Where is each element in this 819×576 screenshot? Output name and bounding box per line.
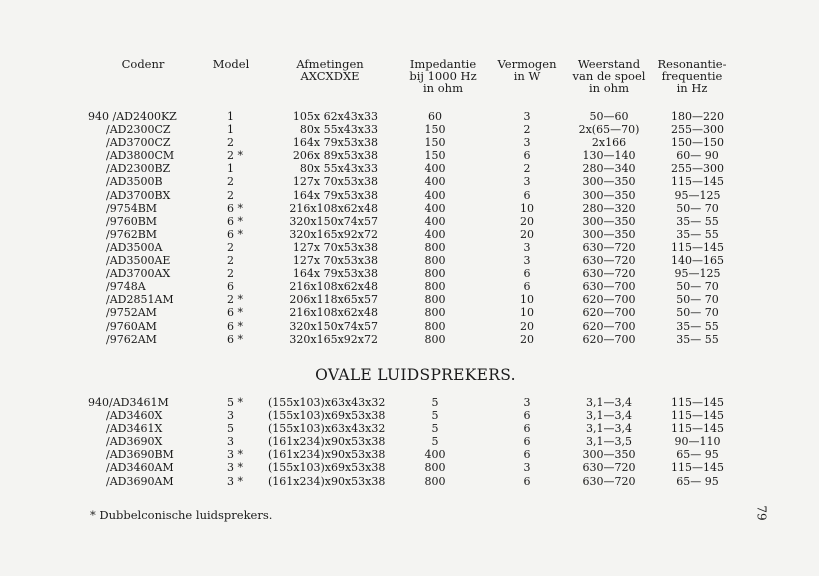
- frequency-cell: 50— 70: [676, 293, 719, 307]
- frequency-cell: 115—145: [671, 240, 724, 254]
- code-cell: /9752AM: [106, 306, 157, 320]
- code-cell: /AD3700AX: [106, 267, 171, 281]
- resistance-cell: 630—720: [582, 240, 636, 254]
- code-cell: /AD3690AM: [106, 474, 174, 488]
- code-cell: 940/AD3461M: [88, 396, 169, 409]
- frequency-cell: 115—145: [671, 409, 724, 423]
- impedance-cell: 800: [424, 267, 446, 281]
- header-impedance: [400, 58, 486, 94]
- dimensions-cell: 206x118x65x57: [289, 293, 378, 307]
- frequency-cell: 50— 70: [676, 201, 719, 215]
- speaker-table-oval: [0, 396, 819, 488]
- resistance-cell: 630—720: [582, 254, 636, 268]
- frequency-cell: 255—300: [671, 123, 724, 137]
- dimensions-cell: 216x108x62x48: [289, 201, 378, 215]
- header-line: Impedantie: [409, 57, 477, 71]
- power-cell: 10: [520, 201, 534, 215]
- power-cell: 6: [523, 435, 531, 449]
- resistance-cell: 620—700: [582, 332, 636, 346]
- model-cell: 6 *: [227, 214, 243, 228]
- power-cell: 6: [523, 280, 531, 294]
- dimensions-cell: 127x 70x53x38: [292, 254, 378, 268]
- model-cell: 2: [227, 267, 234, 281]
- frequency-cell: 35— 55: [676, 319, 719, 333]
- table-row: [0, 409, 819, 422]
- frequency-cell: 95—125: [674, 267, 721, 281]
- model-cell: 6: [227, 280, 234, 294]
- table-row: [0, 267, 819, 280]
- dimensions-cell: 206x 89x53x38: [292, 149, 378, 163]
- table-row: [0, 215, 819, 228]
- model-cell: 5: [227, 422, 234, 436]
- impedance-cell: 150: [424, 149, 446, 163]
- power-cell: 2: [523, 123, 531, 137]
- model-cell: 2: [227, 175, 234, 189]
- resistance-cell: 300—350: [582, 175, 636, 189]
- frequency-cell: 180—220: [671, 110, 724, 123]
- dimensions-cell: 216x108x62x48: [289, 280, 378, 294]
- code-cell: /AD2851AM: [106, 293, 174, 307]
- resistance-cell: 630—720: [582, 267, 636, 281]
- frequency-cell: 115—145: [671, 461, 724, 475]
- power-cell: 3: [523, 175, 531, 189]
- header-line: frequentie: [661, 69, 723, 83]
- impedance-cell: 400: [424, 162, 446, 176]
- impedance-cell: 60: [428, 110, 442, 123]
- footnote: * Dubbelconische luidsprekers.: [90, 508, 273, 522]
- frequency-cell: 60— 90: [676, 149, 719, 163]
- model-cell: 6 *: [227, 306, 243, 320]
- frequency-cell: 35— 55: [676, 214, 719, 228]
- header-line: in ohm: [589, 81, 629, 95]
- resistance-cell: 2x(65—70): [578, 123, 640, 137]
- header-line: in Hz: [676, 81, 708, 95]
- frequency-cell: 115—145: [671, 396, 724, 409]
- code-cell: /AD3700BX: [106, 188, 171, 202]
- model-cell: 6 *: [227, 319, 243, 333]
- dimensions-cell: 320x165x92x72: [289, 227, 378, 241]
- resistance-cell: 3,1—3,4: [586, 409, 632, 423]
- section-title-oval: OVALE LUIDSPREKERS.: [315, 366, 516, 384]
- impedance-cell: 800: [424, 254, 446, 268]
- table-row: [0, 396, 819, 409]
- table-row: [0, 306, 819, 319]
- model-cell: 2 *: [227, 293, 243, 307]
- table-row: [0, 254, 819, 267]
- dimensions-cell: 127x 70x53x38: [292, 175, 378, 189]
- code-cell: /9762AM: [106, 332, 157, 346]
- power-cell: 10: [520, 306, 534, 320]
- dimensions-cell: (161x234)x90x53x38: [268, 435, 386, 449]
- power-cell: 6: [523, 188, 531, 202]
- model-cell: 6 *: [227, 201, 243, 215]
- header-power: [490, 58, 564, 82]
- resistance-cell: 300—350: [582, 214, 636, 228]
- resistance-cell: 300—350: [582, 448, 636, 462]
- dimensions-cell: 127x 70x53x38: [292, 240, 378, 254]
- dimensions-cell: (155x103)x69x53x38: [268, 409, 386, 423]
- table-row: [0, 175, 819, 188]
- frequency-cell: 35— 55: [676, 332, 719, 346]
- power-cell: 3: [523, 254, 531, 268]
- impedance-cell: 800: [424, 319, 446, 333]
- table-row: [0, 320, 819, 333]
- code-cell: /AD3800CM: [106, 149, 175, 163]
- impedance-cell: 150: [424, 136, 446, 150]
- table-row: [0, 189, 819, 202]
- frequency-cell: 150—150: [671, 136, 724, 150]
- code-cell: /AD3500B: [106, 175, 163, 189]
- power-cell: 3: [523, 396, 531, 409]
- table-row: [0, 110, 819, 123]
- code-cell: /9754BM: [106, 201, 158, 215]
- resistance-cell: 630—700: [582, 280, 636, 294]
- header-line: AXCXDXE: [300, 69, 360, 83]
- model-cell: 2 *: [227, 149, 243, 163]
- impedance-cell: 150: [424, 123, 446, 137]
- code-cell: 940 /AD2400KZ: [88, 110, 177, 123]
- power-cell: 6: [523, 474, 531, 488]
- resistance-cell: 620—700: [582, 293, 636, 307]
- table-row: [0, 123, 819, 136]
- table-row: [0, 435, 819, 448]
- power-cell: 20: [520, 214, 534, 228]
- header-frequency: [650, 58, 734, 94]
- speaker-table-round: [0, 110, 819, 346]
- model-cell: 3 *: [227, 461, 243, 475]
- code-cell: /AD3500AE: [106, 254, 171, 268]
- header-resistance: [566, 58, 652, 94]
- power-cell: 6: [523, 409, 531, 423]
- impedance-cell: 800: [424, 306, 446, 320]
- frequency-cell: 115—145: [671, 422, 724, 436]
- impedance-cell: 400: [424, 201, 446, 215]
- impedance-cell: 5: [431, 422, 439, 436]
- impedance-cell: 5: [431, 435, 439, 449]
- header-line: Weerstand: [577, 57, 641, 71]
- dimensions-cell: 80x 55x43x33: [299, 162, 378, 176]
- dimensions-cell: 320x165x92x72: [289, 332, 378, 346]
- resistance-cell: 50—60: [589, 110, 629, 123]
- resistance-cell: 620—700: [582, 319, 636, 333]
- code-cell: /AD3461X: [106, 422, 163, 436]
- dimensions-cell: 164x 79x53x38: [292, 188, 378, 202]
- code-cell: /9748A: [106, 280, 146, 294]
- frequency-cell: 65— 95: [676, 448, 719, 462]
- impedance-cell: 400: [424, 448, 446, 462]
- header-line: Model: [212, 57, 250, 71]
- resistance-cell: 3,1—3,4: [586, 422, 632, 436]
- resistance-cell: 280—320: [582, 201, 636, 215]
- model-cell: 5 *: [227, 396, 243, 409]
- model-cell: 3: [227, 409, 234, 423]
- power-cell: 3: [523, 110, 531, 123]
- power-cell: 6: [523, 267, 531, 281]
- impedance-cell: 800: [424, 474, 446, 488]
- power-cell: 20: [520, 227, 534, 241]
- code-cell: /AD2300CZ: [106, 123, 171, 137]
- dimensions-cell: 80x 55x43x33: [299, 123, 378, 137]
- header-line: Codenr: [121, 57, 165, 71]
- frequency-cell: 35— 55: [676, 227, 719, 241]
- resistance-cell: 3,1—3,5: [586, 435, 632, 449]
- table-row: [0, 241, 819, 254]
- table-row: [0, 136, 819, 149]
- model-cell: 3: [227, 435, 234, 449]
- frequency-cell: 50— 70: [676, 306, 719, 320]
- power-cell: 6: [523, 448, 531, 462]
- code-cell: /9760AM: [106, 319, 157, 333]
- frequency-cell: 140—165: [671, 254, 724, 268]
- header-line: in ohm: [423, 81, 463, 95]
- table-row: [0, 475, 819, 488]
- header-line: bij 1000 Hz: [409, 69, 477, 83]
- model-cell: 2: [227, 188, 234, 202]
- impedance-cell: 800: [424, 461, 446, 475]
- impedance-cell: 800: [424, 293, 446, 307]
- dimensions-cell: (155x103)x63x43x32: [268, 396, 386, 409]
- impedance-cell: 400: [424, 227, 446, 241]
- table-row: [0, 228, 819, 241]
- frequency-cell: 65— 95: [676, 474, 719, 488]
- code-cell: /9760BM: [106, 214, 158, 228]
- model-cell: 3 *: [227, 448, 243, 462]
- resistance-cell: 300—350: [582, 188, 636, 202]
- header-model: [205, 58, 257, 70]
- dimensions-cell: (161x234)x90x53x38: [268, 448, 386, 462]
- impedance-cell: 5: [431, 409, 439, 423]
- dimensions-cell: (161x234)x90x53x38: [268, 474, 386, 488]
- model-cell: 6 *: [227, 332, 243, 346]
- model-cell: 1: [227, 162, 234, 176]
- table-row: [0, 448, 819, 461]
- frequency-cell: 115—145: [671, 175, 724, 189]
- impedance-cell: 800: [424, 240, 446, 254]
- header-code: [110, 58, 176, 70]
- resistance-cell: 3,1—3,4: [586, 396, 632, 409]
- impedance-cell: 800: [424, 280, 446, 294]
- frequency-cell: 95—125: [674, 188, 721, 202]
- code-cell: /AD3690X: [106, 435, 163, 449]
- dimensions-cell: 164x 79x53x38: [292, 267, 378, 281]
- power-cell: 3: [523, 136, 531, 150]
- table-row: [0, 149, 819, 162]
- model-cell: 1: [227, 110, 234, 123]
- table-row: [0, 202, 819, 215]
- resistance-cell: 130—140: [582, 149, 636, 163]
- dimensions-cell: 320x150x74x57: [289, 214, 378, 228]
- header-line: Afmetingen: [296, 57, 364, 71]
- header-line: Resonantie-: [657, 57, 727, 71]
- impedance-cell: 800: [424, 332, 446, 346]
- code-cell: /AD3460X: [106, 409, 163, 423]
- impedance-cell: 400: [424, 175, 446, 189]
- resistance-cell: 300—350: [582, 227, 636, 241]
- impedance-cell: 5: [431, 396, 439, 409]
- page-number: 79: [754, 505, 769, 521]
- frequency-cell: 50— 70: [676, 280, 719, 294]
- model-cell: 3 *: [227, 474, 243, 488]
- code-cell: /AD3700CZ: [106, 136, 171, 150]
- power-cell: 2: [523, 162, 531, 176]
- power-cell: 10: [520, 293, 534, 307]
- dimensions-cell: (155x103)x63x43x32: [268, 422, 386, 436]
- resistance-cell: 630—720: [582, 461, 636, 475]
- code-cell: /9762BM: [106, 227, 158, 241]
- code-cell: /AD3690BM: [106, 448, 174, 462]
- table-row: [0, 280, 819, 293]
- power-cell: 20: [520, 319, 534, 333]
- model-cell: 6 *: [227, 227, 243, 241]
- header-line: in W: [513, 69, 541, 83]
- header-line: Vermogen: [497, 57, 557, 71]
- frequency-cell: 90—110: [674, 435, 721, 449]
- dimensions-cell: 216x108x62x48: [289, 306, 378, 320]
- resistance-cell: 630—720: [582, 474, 636, 488]
- header-dims: [285, 58, 375, 82]
- table-row: [0, 162, 819, 175]
- resistance-cell: 2x166: [591, 136, 627, 150]
- code-cell: /AD2300BZ: [106, 162, 171, 176]
- table-row: [0, 293, 819, 306]
- power-cell: 20: [520, 332, 534, 346]
- model-cell: 1: [227, 123, 234, 137]
- power-cell: 3: [523, 240, 531, 254]
- dimensions-cell: 105x 62x43x33: [292, 110, 378, 123]
- model-cell: 2: [227, 254, 234, 268]
- code-cell: /AD3460AM: [106, 461, 174, 475]
- model-cell: 2: [227, 240, 234, 254]
- header-line: van de spoel: [572, 69, 646, 83]
- table-row: [0, 422, 819, 435]
- table-row: [0, 461, 819, 474]
- code-cell: /AD3500A: [106, 240, 163, 254]
- model-cell: 2: [227, 136, 234, 150]
- power-cell: 3: [523, 461, 531, 475]
- resistance-cell: 620—700: [582, 306, 636, 320]
- dimensions-cell: 320x150x74x57: [289, 319, 378, 333]
- dimensions-cell: (155x103)x69x53x38: [268, 461, 386, 475]
- impedance-cell: 400: [424, 188, 446, 202]
- frequency-cell: 255—300: [671, 162, 724, 176]
- table-row: [0, 333, 819, 346]
- dimensions-cell: 164x 79x53x38: [292, 136, 378, 150]
- resistance-cell: 280—340: [582, 162, 636, 176]
- power-cell: 6: [523, 422, 531, 436]
- impedance-cell: 400: [424, 214, 446, 228]
- power-cell: 6: [523, 149, 531, 163]
